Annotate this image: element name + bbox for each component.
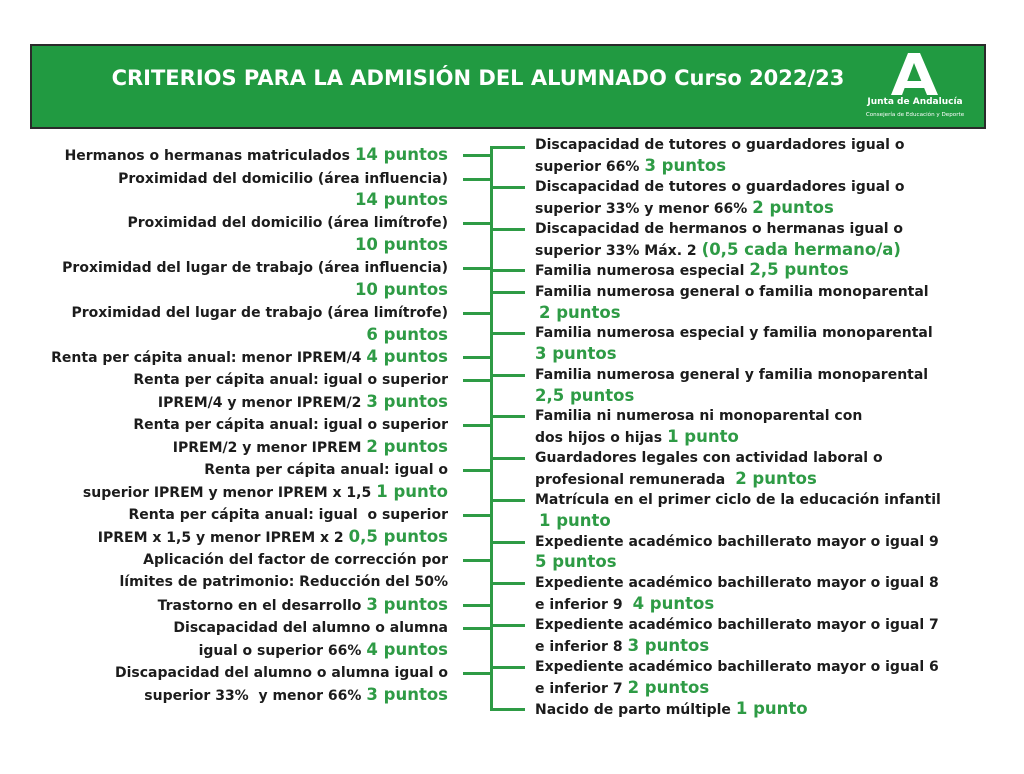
criterion-line (173, 436, 448, 458)
connector-tick-right (492, 457, 525, 460)
connector-tick-left (463, 514, 491, 517)
criterion-text: e inferior 8 (535, 639, 623, 655)
criterion-points: 1 punto (667, 427, 739, 446)
criterion-text: dos hijos o hijas (535, 430, 663, 446)
criterion-points: 3 puntos (644, 156, 727, 175)
criterion-points: 4 puntos (366, 347, 448, 366)
criterion-line (158, 391, 448, 413)
criterion-line (128, 504, 448, 526)
criterion-line (119, 571, 448, 593)
criterion-text: superior IPREM y menor IPREM x 1,5 (82, 485, 372, 501)
criterion-text: Proximidad del domicilio (área influencia) (118, 171, 448, 187)
criterion-text: Discapacidad de hermanos o hermanas igual o (535, 221, 904, 237)
connector-tick-left (463, 379, 491, 382)
criterion-line (144, 684, 448, 706)
criterion-text: Trastorno en el desarrollo (157, 598, 362, 614)
criterion-line (535, 426, 739, 448)
criterion-text: Familia ni numerosa ni monoparental con (535, 408, 863, 424)
criterion-line (51, 346, 448, 368)
criterion-points: 1 punto (376, 482, 448, 501)
criterion-line (173, 617, 448, 639)
criterion-line (535, 364, 928, 386)
criterion-line (535, 677, 709, 699)
criterion-points: 3 puntos (366, 685, 448, 704)
criterion-points: 2 puntos (366, 437, 448, 456)
criterion-text: Nacido de parto múltiple (535, 702, 731, 718)
criterion-line (535, 343, 617, 365)
criterion-line (535, 551, 617, 573)
connector-tick-left (463, 424, 491, 427)
criterion-line (143, 549, 448, 571)
connector-tick-right (492, 624, 525, 627)
criterion-text: igual o superior 66% (198, 643, 362, 659)
criterion-line (535, 259, 849, 281)
connector-tick-left (463, 222, 491, 225)
criterion-line (535, 447, 883, 469)
connector-tick-right (492, 332, 525, 335)
criterion-text: Discapacidad de tutores o guardadores igual o (535, 137, 905, 153)
criterion-points: 1 punto (735, 699, 808, 718)
connector-tick-right (492, 291, 525, 294)
logo-name: Junta de Andalucía (867, 97, 963, 107)
criterion-line (98, 526, 448, 548)
criterion-line (535, 656, 939, 678)
criterion-line (355, 234, 448, 256)
connector-tick-right (492, 708, 525, 711)
connector-tick-right (492, 415, 525, 418)
criterion-points: 2 puntos (539, 303, 621, 322)
criterion-text: Expediente académico bachillerato mayor o igual 9 (535, 534, 939, 550)
criterion-text: Hermanos o hermanas matriculados (64, 148, 350, 164)
criterion-points: 4 puntos (366, 640, 448, 659)
criterion-points: 2 puntos (752, 198, 834, 217)
criterion-line (133, 369, 448, 391)
criterion-text: superior 66% (535, 159, 640, 175)
connector-tick-right (492, 374, 525, 377)
criterion-line (535, 489, 941, 511)
criterion-text: e inferior 9 (535, 597, 623, 613)
connector-tick-left (463, 356, 491, 359)
criterion-text: Expediente académico bachillerato mayor o igual 6 (535, 659, 939, 675)
criterion-text: Renta per cápita anual: igual o (204, 462, 448, 478)
criterion-text: Familia numerosa especial y familia monoparental (535, 325, 933, 341)
criterion-line (355, 189, 448, 211)
criterion-points: 14 puntos (354, 145, 448, 164)
criterion-line (539, 302, 621, 324)
criterion-line (127, 212, 448, 234)
criterion-text: Discapacidad del alumno o alumna igual o (115, 665, 448, 681)
criterion-line (535, 134, 904, 156)
connector-tick-left (463, 178, 491, 181)
criterion-line (366, 324, 448, 346)
criterion-text: superior 33% Máx. 2 (535, 243, 697, 259)
criterion-line (535, 176, 904, 198)
criterion-points: 5 puntos (535, 552, 617, 571)
criterion-line (539, 510, 611, 532)
connector-tick-left (463, 312, 491, 315)
connector-tick-right (492, 541, 525, 544)
criterion-line (199, 639, 448, 661)
criterion-points: 2 puntos (627, 678, 710, 697)
criterion-text: Familia numerosa especial (535, 263, 745, 279)
criterion-line (535, 572, 939, 594)
criterion-points: 6 puntos (366, 325, 448, 344)
criterion-points: (0,5 cada hermano/a) (701, 240, 901, 259)
criterion-text: Expediente académico bachillerato mayor o igual 7 (535, 617, 939, 633)
junta-andalucia-logo-icon (890, 53, 940, 95)
connector-tick-right (492, 228, 525, 231)
criterion-line (535, 468, 817, 490)
criterion-text: Familia numerosa general o familia monoparental (535, 284, 929, 300)
criterion-text: Expediente académico bachillerato mayor o igual 8 (535, 575, 939, 591)
criterion-points: 2,5 puntos (749, 260, 849, 279)
criterion-points: 14 puntos (354, 190, 448, 209)
connector-tick-left (463, 604, 491, 607)
criterion-text: límites de patrimonio: Reducción del 50% (119, 574, 448, 590)
criterion-points: 4 puntos (632, 594, 715, 613)
criterion-line (535, 239, 901, 261)
criterion-line (71, 302, 448, 324)
criterion-text: profesional remunerada (535, 472, 726, 488)
criterion-points: 3 puntos (366, 595, 448, 614)
criterion-line (204, 459, 448, 481)
criterion-line (535, 531, 939, 553)
criterion-line (133, 414, 448, 436)
criterion-points: 10 puntos (354, 280, 448, 299)
criterion-line (535, 405, 862, 427)
criterion-points: 1 punto (539, 511, 611, 530)
criterion-text: Renta per cápita anual: igual o superior (133, 417, 448, 433)
connector-tick-right (492, 499, 525, 502)
criterion-line (115, 662, 448, 684)
connector-tick-left (463, 627, 491, 630)
criterion-line (355, 279, 448, 301)
connector-tick-left (463, 559, 491, 562)
criterion-text: IPREM x 1,5 y menor IPREM x 2 (97, 530, 344, 546)
criterion-line (535, 593, 714, 615)
criterion-points: 3 puntos (535, 344, 617, 363)
criterion-line (118, 168, 448, 190)
criterion-line (535, 385, 634, 407)
criterion-line (62, 257, 448, 279)
connector-tick-left (463, 672, 491, 675)
criterion-points: 3 puntos (366, 392, 448, 411)
connector-tick-right (492, 269, 525, 272)
criterion-points: 0,5 puntos (348, 527, 448, 546)
criterion-text: superior 33% y menor 66% (144, 688, 362, 704)
criterion-text: Discapacidad del alumno o alumna (173, 620, 448, 636)
criterion-line (535, 322, 933, 344)
connector-tick-right (492, 582, 525, 585)
criterion-line (535, 281, 929, 303)
connector-tick-right (492, 186, 525, 189)
criterion-text: Discapacidad de tutores o guardadores igual o (535, 179, 905, 195)
criterion-text: Proximidad del lugar de trabajo (área limítrofe) (71, 305, 448, 321)
criterion-line (535, 155, 726, 177)
connector-tick-left (463, 154, 491, 157)
criterion-text: e inferior 7 (535, 681, 623, 697)
criterion-points: 10 puntos (354, 235, 448, 254)
criterion-text: Proximidad del domicilio (área limítrofe) (127, 215, 448, 231)
criterion-line (83, 481, 448, 503)
criterion-line (535, 698, 808, 720)
criterion-line (535, 218, 903, 240)
criterion-text: superior 33% y menor 66% (535, 201, 748, 217)
connector-tick-left (463, 267, 491, 270)
connector-tick-right (492, 146, 525, 149)
criterion-text: Familia numerosa general y familia monoparental (535, 367, 929, 383)
logo-subtitle: Consejería de Educación y Deporte (865, 112, 965, 118)
page-title: CRITERIOS PARA LA ADMISIÓN DEL ALUMNADO Curso 2022/23 (111, 66, 845, 90)
criterion-line (65, 144, 448, 166)
criterion-text: Aplicación del factor de corrección por (143, 552, 448, 568)
criterion-text: Renta per cápita anual: igual o superior (133, 372, 448, 388)
criterion-line (535, 614, 939, 636)
criterion-text: Proximidad del lugar de trabajo (área influencia) (62, 260, 448, 276)
criterion-line (158, 594, 448, 616)
criterion-points: 2,5 puntos (535, 386, 635, 405)
criterion-text: Matrícula en el primer ciclo de la educación infantil (535, 492, 941, 508)
connector-tick-left (463, 469, 491, 472)
criterion-line (535, 197, 834, 219)
criterion-text: Renta per cápita anual: igual o superior (128, 507, 448, 523)
criterion-points: 3 puntos (627, 636, 710, 655)
connector-tick-right (492, 666, 525, 669)
criterion-text: Renta per cápita anual: menor IPREM/4 (51, 350, 362, 366)
criterion-text: IPREM/4 y menor IPREM/2 (157, 395, 362, 411)
criterion-points: 2 puntos (735, 469, 817, 488)
criterion-text: IPREM/2 y menor IPREM (172, 440, 362, 456)
criterion-text: Guardadores legales con actividad laboral o (535, 450, 883, 466)
criterion-line (535, 635, 709, 657)
